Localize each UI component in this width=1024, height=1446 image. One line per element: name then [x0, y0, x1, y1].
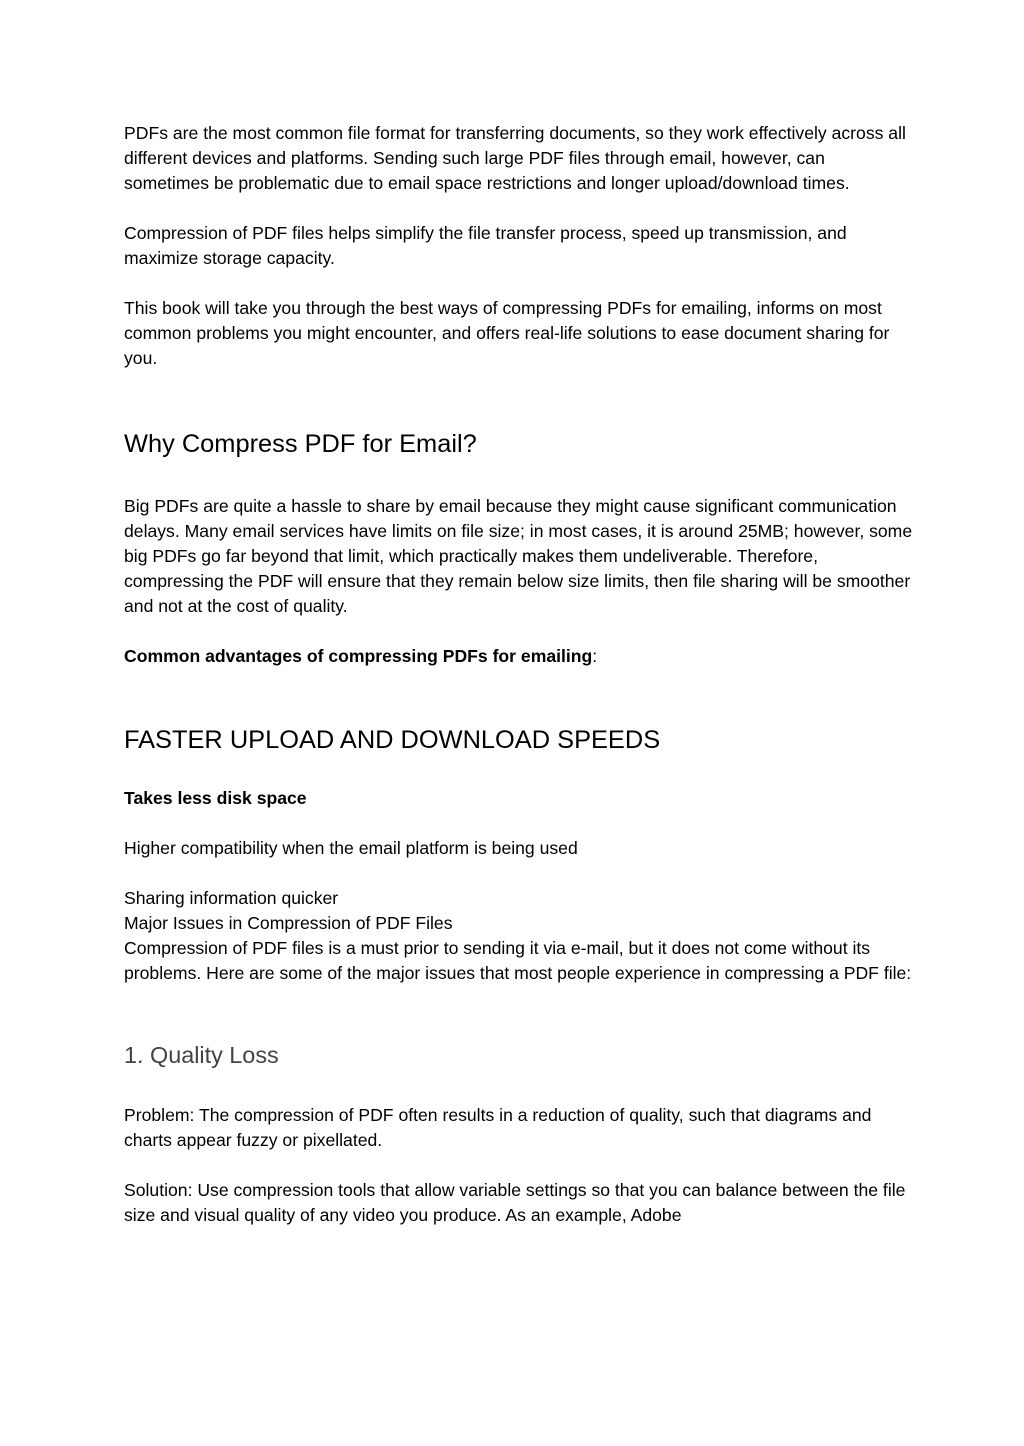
intro-paragraph-1: PDFs are the most common file format for transferring documents, so they work effectively across all different devices and platforms. Sending such large PDF files through email, however, can sometimes be problematic due to email space restrictions and longer upload/download times. [124, 123, 906, 193]
less-disk-space [124, 786, 914, 811]
major-issues-body: Compression of PDF files is a must prior to sending it via e-mail, but it does not come without its problems. Here are some of the major issues that most people experience in compressing a PDF file: [124, 938, 912, 983]
intro-paragraph-3: This book will take you through the best ways of compressing PDFs for emailing, informs on most common problems you might encounter, and offers real-life solutions to ease document sharing for you. [124, 298, 890, 368]
advantages-line [124, 644, 914, 669]
why-compress-body: Big PDFs are quite a hassle to share by email because they might cause significant communication delays. Many email services have limits on file size; in most cases, it is around 25MB; however, some big PDFs go far beyond that limit, which practically makes them undeliverable. Therefore, compressing the PDF will ensure that they remain below size limits, then file sharing will be smoother and not at the cost of quality. [124, 496, 913, 616]
higher-compatibility: Higher compatibility when the email platform is being used [124, 838, 578, 858]
intro-paragraph-2: Compression of PDF files helps simplify the file transfer process, speed up transmission, and maximize storage capacity. [124, 223, 847, 268]
sharing-quicker: Sharing information quicker [124, 888, 339, 908]
advantages-colon: : [592, 646, 598, 666]
faster-speeds-heading: FASTER UPLOAD AND DOWNLOAD SPEEDS [124, 726, 661, 754]
quality-problem: Problem: The compression of PDF often results in a reduction of quality, such that diagrams and charts appear fuzzy or pixellated. [124, 1105, 872, 1150]
less-disk-space-label: Takes less disk space [124, 788, 307, 808]
why-compress-heading: Why Compress PDF for Email? [124, 430, 477, 458]
major-issues-title: Major Issues in Compression of PDF Files [124, 913, 453, 933]
document-page [124, 121, 914, 1228]
quality-loss-heading: 1. Quality Loss [124, 1042, 279, 1068]
quality-solution: Solution: Use compression tools that allow variable settings so that you can balance between the file size and visual quality of any video you produce. As an example, Adobe [124, 1180, 906, 1225]
advantages-label: Common advantages of compressing PDFs for emailing [124, 646, 593, 666]
